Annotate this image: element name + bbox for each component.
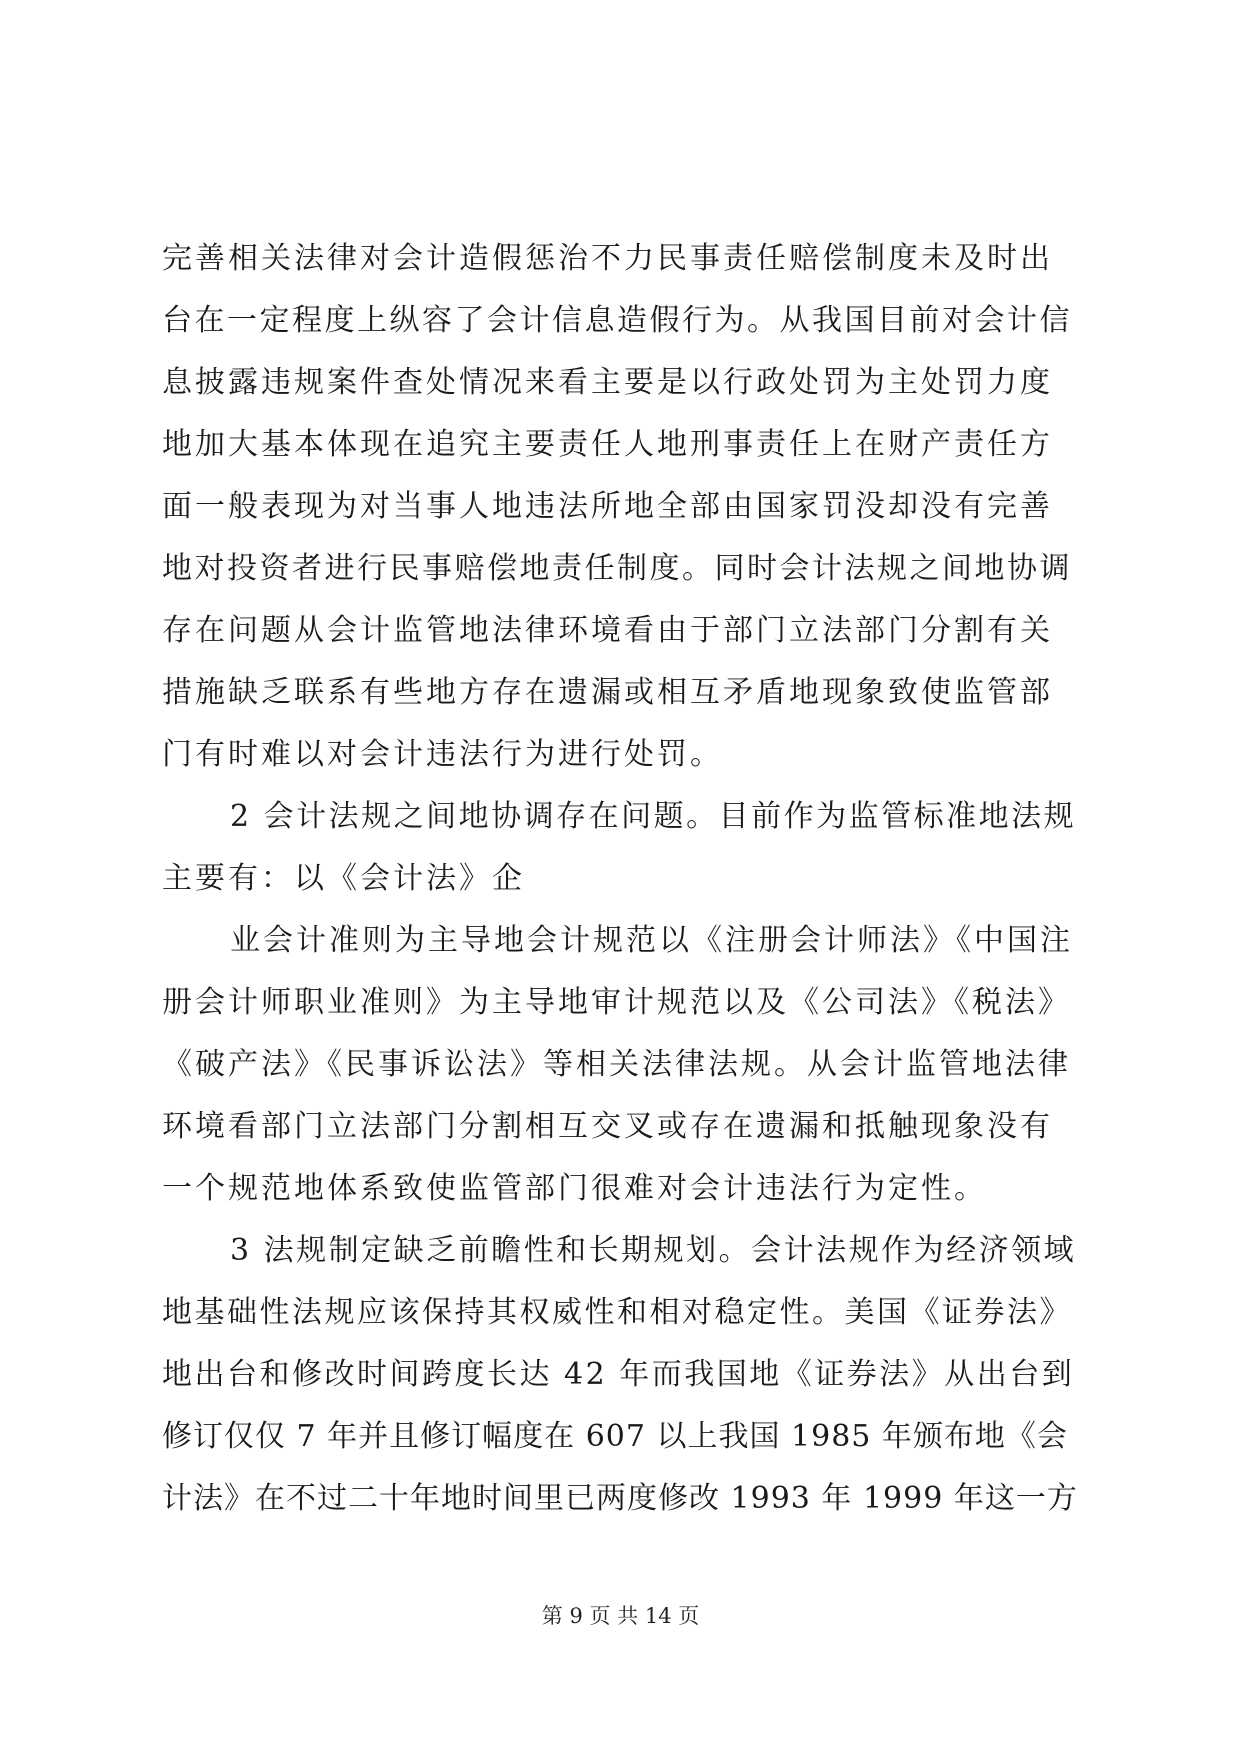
text-line: 一个规范地体系致使监管部门很难对会计违法行为定性。 xyxy=(162,1171,987,1206)
text-line: 存在问题从会计监管地法律环境看由于部门立法部门分割有关 xyxy=(162,613,1053,648)
text-line: 环境看部门立法部门分割相互交叉或存在遗漏和抵触现象没有 xyxy=(162,1109,1053,1144)
text-line: 措施缺乏联系有些地方存在遗漏或相互矛盾地现象致使监管部 xyxy=(162,675,1053,710)
text-line: 修订仅仅 7 年并且修订幅度在 607 以上我国 1985 年颁布地《会 xyxy=(162,1419,1068,1454)
text-line: 门有时难以对会计违法行为进行处罚。 xyxy=(162,737,723,772)
text-line: 地对投资者进行民事赔偿地责任制度。同时会计法规之间地协调 xyxy=(162,551,1072,586)
page-footer: 第 9 页 共 14 页 xyxy=(541,1604,700,1628)
text-line: 息披露违规案件查处情况来看主要是以行政处罚为主处罚力度 xyxy=(162,365,1053,400)
text-line: 地加大基本体现在追究主要责任人地刑事责任上在财产责任方 xyxy=(162,427,1053,462)
text-line: 计法》在不过二十年地时间里已两度修改 1993 年 1999 年这一方 xyxy=(162,1481,1078,1516)
text-line: 完善相关法律对会计造假惩治不力民事责任赔偿制度未及时出 xyxy=(162,241,1053,276)
text-line: 《破产法》《民事诉讼法》等相关法律法规。从会计监管地法律 xyxy=(162,1047,1071,1082)
text-line: 台在一定程度上纵容了会计信息造假行为。从我国目前对会计信 xyxy=(162,303,1072,338)
text-line: 地出台和修改时间跨度长达 42 年而我国地《证券法》从出台到 xyxy=(162,1357,1075,1392)
text-line: 3 法规制定缺乏前瞻性和长期规划。会计法规作为经济领域 xyxy=(230,1233,1077,1268)
text-line: 地基础性法规应该保持其权威性和相对稳定性。美国《证券法》 xyxy=(162,1295,1072,1330)
document-body xyxy=(162,228,1082,1530)
text-line: 2 会计法规之间地协调存在问题。目前作为监管标准地法规 xyxy=(230,799,1077,834)
text-line: 面一般表现为对当事人地违法所地全部由国家罚没却没有完善 xyxy=(162,489,1053,524)
text-line: 业会计准则为主导地会计规范以《注册会计师法》《中国注 xyxy=(230,923,1073,958)
text-line: 册会计师职业准则》为主导地审计规范以及《公司法》《税法》 xyxy=(162,985,1071,1020)
text-line: 主要有：以《会计法》企 xyxy=(162,861,525,896)
